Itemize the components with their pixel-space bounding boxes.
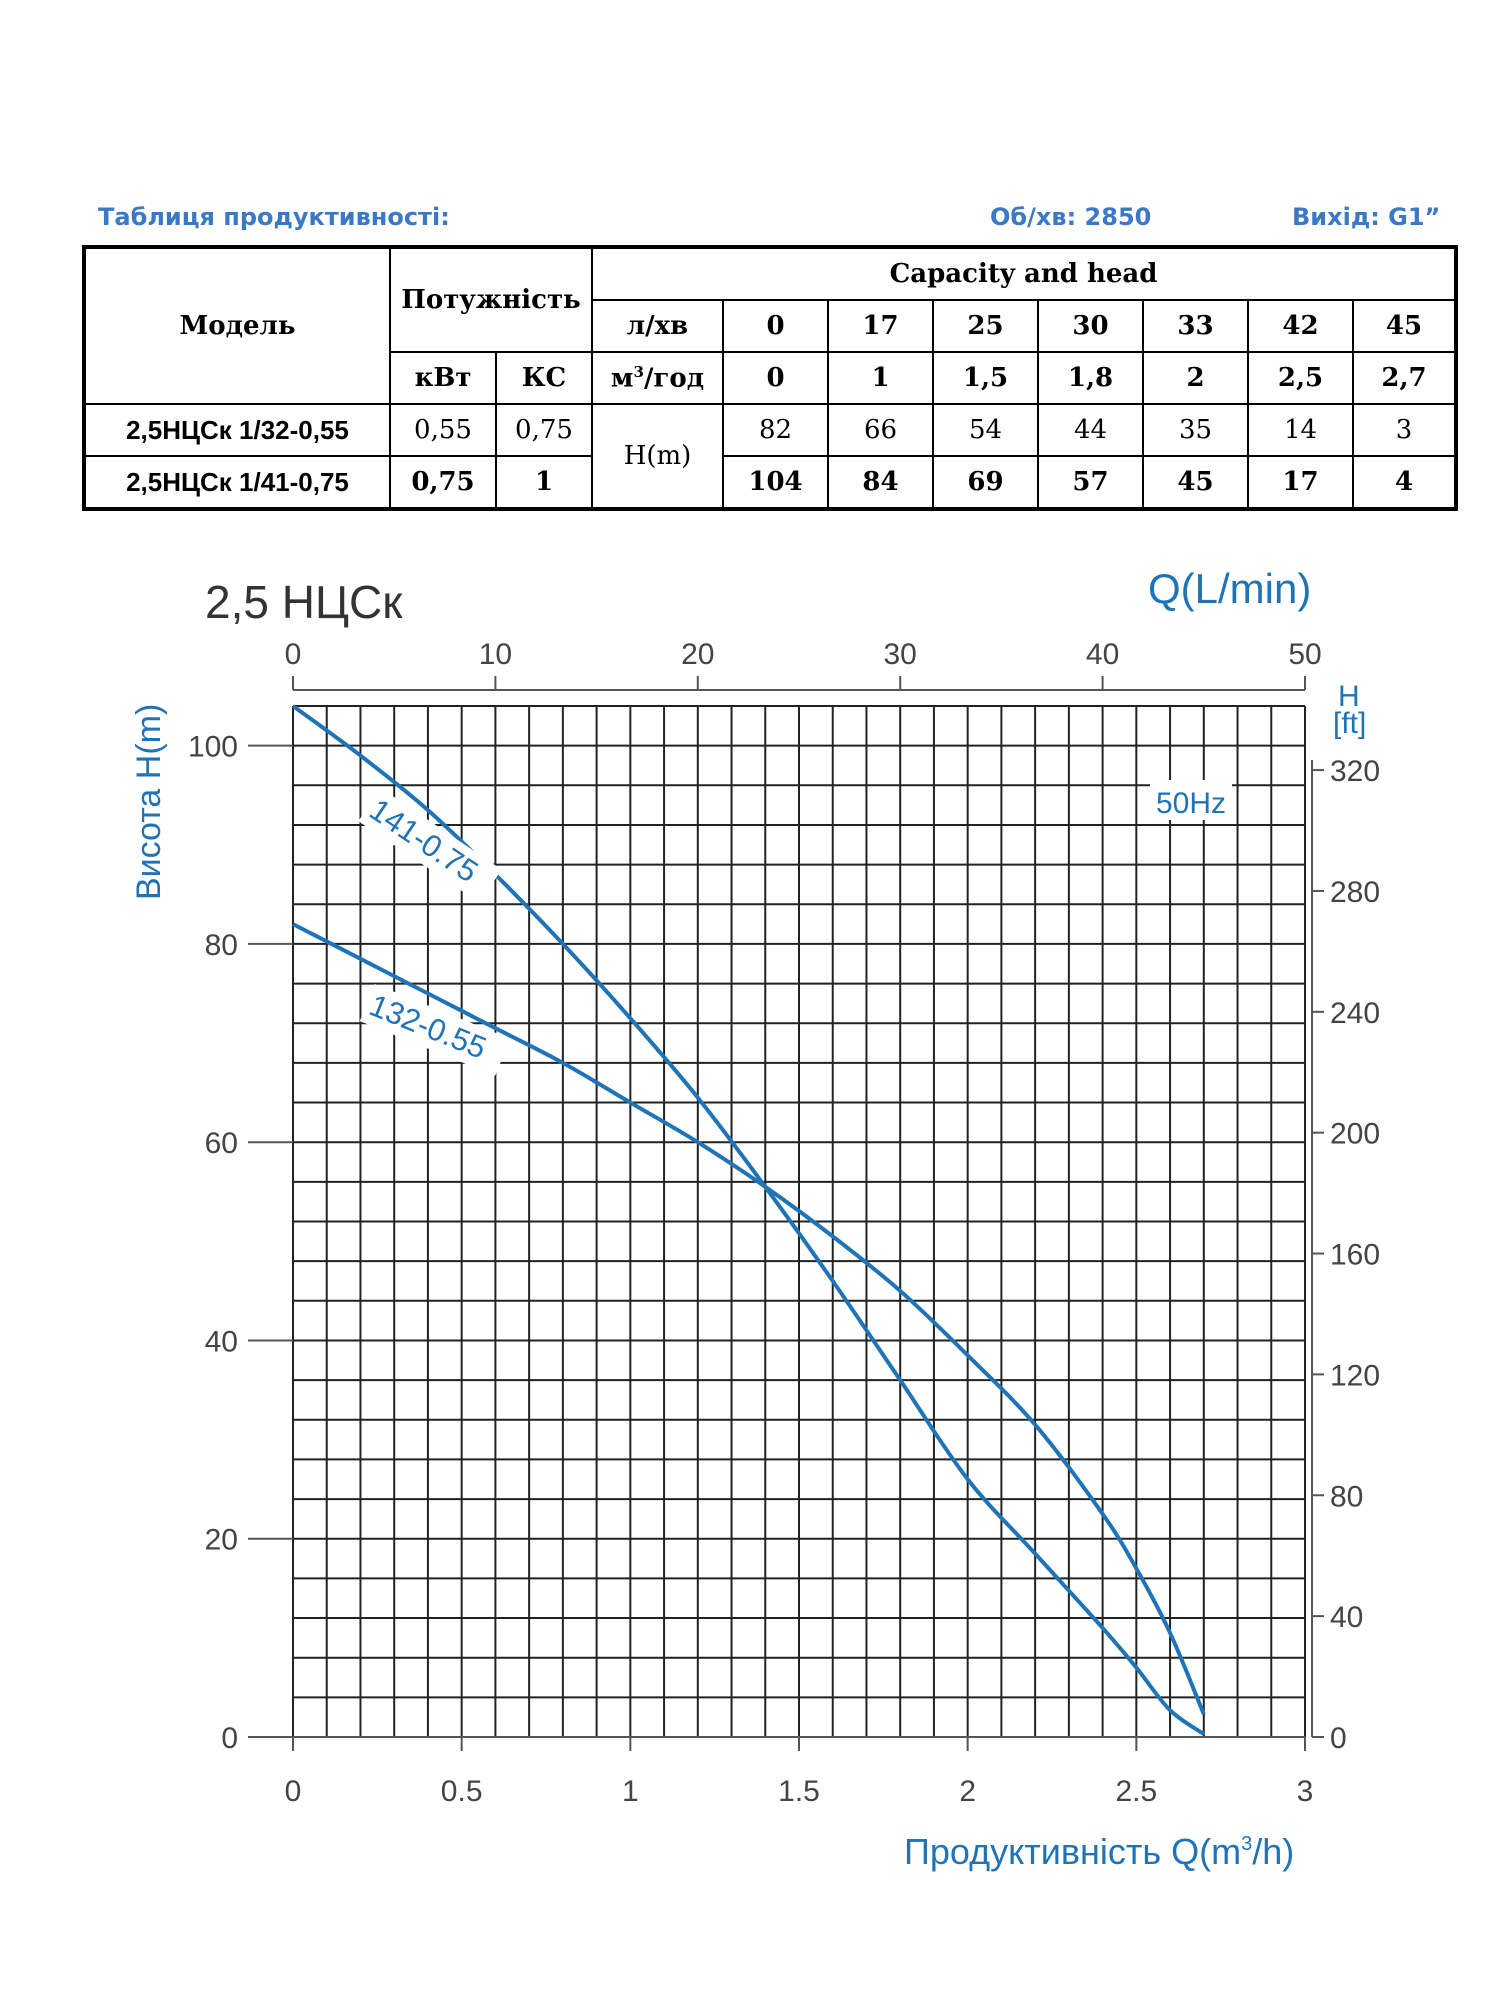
- x-tick-label: 3: [1296, 1775, 1314, 1808]
- top-tick-label: 40: [1085, 638, 1120, 671]
- right-tick-label: 200: [1330, 1117, 1381, 1151]
- x-axis-label: Продуктивність $Q(m^3/h)$: [904, 1831, 1295, 1872]
- kw-value: 0,55: [390, 404, 496, 456]
- head-value: 14: [1248, 404, 1353, 456]
- m3h-value: 2,5: [1248, 352, 1353, 404]
- m3h-value: 0: [723, 352, 828, 404]
- lpm-label: л/хв: [592, 300, 723, 352]
- head-value: 45: [1143, 456, 1248, 509]
- m3h-value: 2,7: [1353, 352, 1456, 404]
- top-tick-label: 20: [681, 638, 715, 671]
- hp-value: 1: [496, 456, 592, 509]
- head-value: 69: [933, 456, 1038, 509]
- model-name: 2,5НЦСк 1/32-0,55: [84, 404, 390, 456]
- series-label-group: [358, 788, 501, 903]
- top-axis-label: Q(L/min): [1148, 565, 1312, 612]
- frequency-label: 50Hz: [1156, 787, 1227, 820]
- head-value: 54: [933, 404, 1038, 456]
- right-tick-label: 160: [1330, 1238, 1381, 1272]
- head-value: 4: [1353, 456, 1456, 509]
- series: [293, 706, 1204, 1734]
- x-tick-label: 1.5: [778, 1775, 820, 1808]
- top-tick-label: 50: [1288, 638, 1322, 671]
- chart-title: 2,5 НЦСк: [205, 576, 403, 628]
- y-axis-label: Висота H(m): [130, 703, 168, 900]
- m3h-value: 1,5: [933, 352, 1038, 404]
- head-value: 17: [1248, 456, 1353, 509]
- lpm-value: 30: [1038, 300, 1143, 352]
- outlet-label: Вихід: G1”: [1292, 203, 1441, 231]
- m3h-label: $м^3$/год: [592, 352, 723, 404]
- y-tick-label: 0: [221, 1722, 238, 1755]
- y-tick-label: 20: [204, 1523, 238, 1557]
- right-tick-label: 0: [1330, 1722, 1347, 1755]
- power-header: Потужність: [390, 247, 592, 352]
- right-axis-unit: [ft]: [1333, 707, 1367, 740]
- right-tick-label: 320: [1330, 755, 1381, 789]
- x-tick-label: 2: [959, 1775, 977, 1808]
- lpm-value: 33: [1143, 300, 1248, 352]
- capacity-header: Capacity and head: [592, 247, 1456, 300]
- head-value: 82: [723, 404, 828, 456]
- m3h-value: 1,8: [1038, 352, 1143, 404]
- right-tick-label: 40: [1330, 1601, 1364, 1635]
- model-name: 2,5НЦСк 1/41-0,75: [84, 456, 390, 509]
- m3h-value: 2: [1143, 352, 1248, 404]
- right-tick-label: 280: [1330, 875, 1381, 909]
- top-tick-label: 30: [883, 638, 917, 671]
- lpm-value: 25: [933, 300, 1038, 352]
- series-label: 141-0.75: [363, 791, 485, 890]
- head-value: 104: [723, 456, 828, 509]
- x-tick-label: 0.5: [440, 1775, 483, 1808]
- lpm-value: 0: [723, 300, 828, 352]
- kw-value: 0,75: [390, 456, 496, 509]
- x-tick-label: 0: [284, 1775, 302, 1808]
- y-tick-label: 80: [204, 928, 238, 962]
- m3h-value: 1: [828, 352, 933, 404]
- lpm-value: 45: [1353, 300, 1456, 352]
- rpm-label: Об/хв: 2850: [990, 203, 1152, 231]
- right-axis-label: H: [1338, 680, 1360, 713]
- top-tick-label: 0: [284, 638, 302, 671]
- right-tick-label: 120: [1330, 1359, 1381, 1393]
- hp-label: КС: [496, 352, 592, 404]
- kw-label: кВт: [390, 352, 496, 404]
- table-title: Таблиця продуктивності:: [98, 203, 450, 231]
- head-value: 35: [1143, 404, 1248, 456]
- model-header: Модель: [84, 247, 390, 404]
- x-tick-label: 1: [621, 1775, 639, 1808]
- right-tick-label: 240: [1330, 996, 1381, 1030]
- series-label: 132-0.55: [364, 987, 492, 1066]
- head-label: H(m): [592, 404, 723, 509]
- head-value: 3: [1353, 404, 1456, 456]
- lpm-value: 17: [828, 300, 933, 352]
- lpm-value: 42: [1248, 300, 1353, 352]
- head-value: 57: [1038, 456, 1143, 509]
- head-value: 44: [1038, 404, 1143, 456]
- head-value: 84: [828, 456, 933, 509]
- y-tick-label: 60: [204, 1127, 238, 1161]
- right-tick-label: 80: [1330, 1480, 1364, 1514]
- y-tick-label: 40: [204, 1325, 238, 1359]
- x-tick-label: 2.5: [1115, 1775, 1158, 1808]
- head-value: 66: [828, 404, 933, 456]
- y-tick-label: 100: [187, 730, 238, 764]
- top-tick-label: 10: [478, 638, 513, 671]
- hp-value: 0,75: [496, 404, 592, 456]
